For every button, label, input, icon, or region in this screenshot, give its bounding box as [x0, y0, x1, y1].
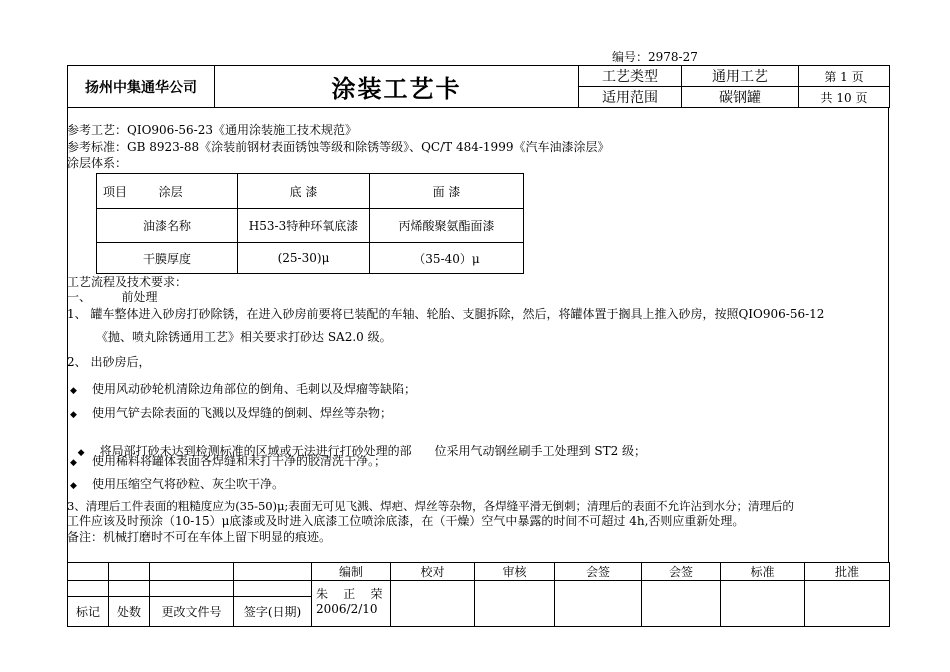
diamond-icon: ◆ — [70, 458, 77, 468]
bullet-item: ◆ 使用风动砂轮机清除边角部位的倒角、毛刺以及焊瘤等缺陷； — [70, 382, 417, 396]
bullet-item: ◆ 使用稀料将罐体表面各焊缝和未打干净的胶清洗干净。； — [70, 454, 387, 468]
paint-name-label: 油漆名称 — [97, 209, 238, 243]
header-topcoat: 面 漆 — [370, 174, 524, 209]
process-type-label: 工艺类型 — [579, 66, 682, 87]
diamond-icon: ◆ — [70, 410, 77, 420]
compiler-name: 朱 正 荣 — [316, 587, 383, 601]
remark: 备注：机械打磨时不可在车体上留下明显的痕迹。 — [67, 530, 332, 544]
primer-thickness: (25-30)μ — [238, 243, 370, 274]
cosign-header-1: 会签 — [555, 563, 642, 581]
coating-table — [96, 173, 524, 274]
cosign-header-2: 会签 — [642, 563, 721, 581]
compiler-signature — [312, 581, 391, 627]
primer-paint-name: H53-3特种环氧底漆 — [238, 209, 370, 243]
bullet-item: ◆ 使用气铲去除表面的飞溅以及焊缝的倒刺、焊丝等杂物； — [70, 406, 393, 420]
diamond-icon: ◆ — [70, 386, 77, 396]
document-number: 编号：2978-27 — [612, 50, 698, 64]
change-doc-header: 更改文件号 — [150, 597, 234, 627]
checked-by-header: 校对 — [391, 563, 475, 581]
header-table — [67, 65, 890, 108]
header-primer: 底 漆 — [238, 174, 370, 209]
standard-header: 标准 — [721, 563, 805, 581]
coating-table-corner — [97, 174, 238, 209]
film-thickness-label: 干膜厚度 — [97, 243, 238, 274]
diamond-icon: ◆ — [77, 448, 85, 458]
topcoat-paint-name: 丙烯酸聚氨酯面漆 — [370, 209, 524, 243]
process-type-value: 通用工艺 — [682, 66, 799, 87]
company-name: 扬州中集通华公司 — [68, 66, 215, 108]
diamond-icon: ◆ — [70, 481, 77, 491]
step-3-text-continued: 工件应该及时预涂（10-15）μ底漆或及时进入底漆工位喷涂底漆，在（干燥）空气中暴露的时间不可超过 4h,否则应重新处理。 — [67, 514, 745, 528]
bullet-item: ◆ 将局部打砂未达到检测标准的区域或无法进行打砂处理的部 位采用气动钢丝刷手工处理到 ST2 级； — [77, 444, 647, 458]
reviewed-by-header: 审核 — [475, 563, 555, 581]
step-2-text: 2、 出砂房后， — [67, 355, 151, 369]
mark-header: 标记 — [68, 597, 109, 627]
step-3-text: 3、清理后工件表面的粗糙度应为(35-50)μ;表面无可见飞溅、焊疤、焊丝等杂物，各焊缝平滑无倒刺；清理后的表面不允许沾到水分；清理后的 — [67, 499, 794, 513]
compiled-by-header: 编制 — [312, 563, 391, 581]
header-coat: 涂层 — [158, 184, 183, 199]
scope-value: 碳钢罐 — [682, 87, 799, 108]
total-pages: 共 10 页 — [799, 87, 890, 108]
step-1-text-continued: 《抛、喷丸除锈通用工艺》相关要求打砂达 SA2.0 级。 — [96, 330, 392, 344]
coating-system-label: 涂层体系： — [67, 156, 128, 170]
approval-table — [67, 562, 890, 627]
reference-process: 参考工艺：QIO906-56-23《通用涂装施工技术规范》 — [67, 123, 357, 137]
section-pretreatment: 一、 前处理 — [67, 290, 158, 304]
approved-by-header: 批准 — [805, 563, 890, 581]
topcoat-thickness: （35-40）μ — [370, 243, 524, 274]
header-item: 项目 — [103, 184, 128, 199]
page-title: 涂装工艺卡 — [215, 66, 579, 108]
scope-label: 适用范围 — [579, 87, 682, 108]
count-header: 处数 — [109, 597, 150, 627]
signature-date-header: 签字(日期) — [234, 597, 312, 627]
step-1-text: 1、 罐车整体进入砂房打砂除锈，在进入砂房前要将已装配的车轴、轮胎、支腿拆除，然后，将罐体置于搁具上推入砂房，按照QIO906-56-12 — [67, 307, 825, 321]
bullet-item: ◆ 使用压缩空气将砂粒、灰尘吹干净。 — [70, 477, 285, 491]
page-number: 第 1 页 — [799, 66, 890, 87]
process-heading: 工艺流程及技术要求： — [67, 275, 188, 289]
compile-date: 2006/2/10 — [316, 602, 378, 616]
reference-standard: 参考标准：GB 8923-88《涂装前钢材表面锈蚀等级和除锈等级》、QC/T 484-1999《汽车油漆涂层》 — [67, 140, 610, 154]
